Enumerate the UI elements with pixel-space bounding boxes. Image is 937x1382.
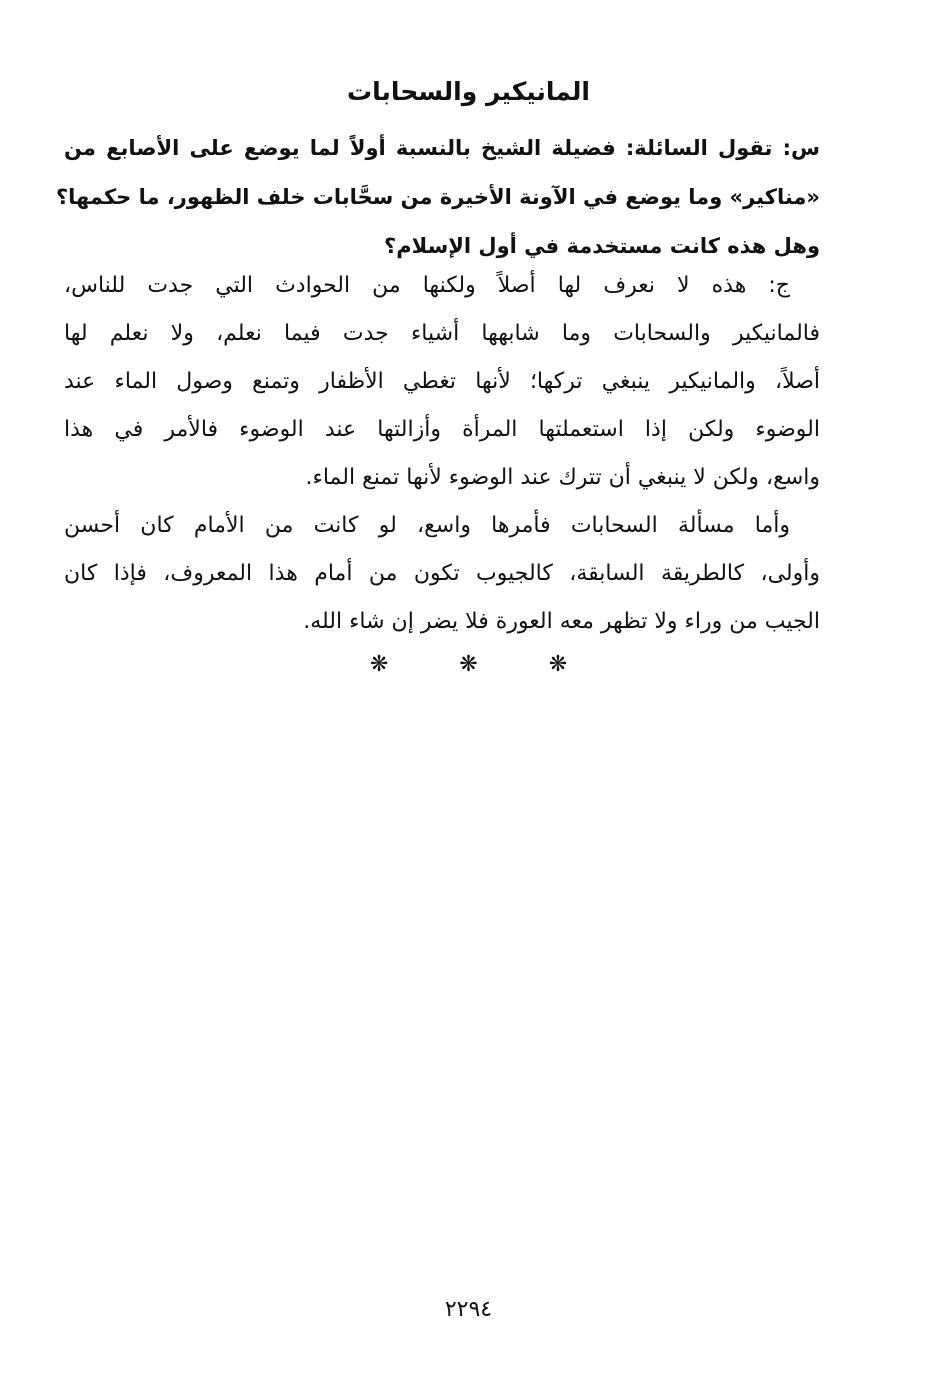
question-paragraph xyxy=(55,124,820,271)
answer-line: أصلاً، والمانيكير ينبغي تركها؛ لأنها تغطي الأظفار وتمنع وصول الماء عند xyxy=(64,369,820,394)
answer-line: ج: هذه لا نعرف لها أصلاً ولكنها من الحوادث التي جدت للناس، xyxy=(64,273,790,298)
answer-line: الجيب من وراء ولا تظهر معه العورة فلا يضر إن شاء الله. xyxy=(303,609,820,634)
question-line: «مناكير» وما يوضع في الآونة الأخيرة من سحَّابات خلف الظهور، ما حكمها؟ xyxy=(55,185,820,209)
asterism-icon: ❋ xyxy=(369,652,389,677)
answer-line: وأولى، كالطريقة السابقة، كالجيوب تكون من أمام هذا المعروف، فإذا كان xyxy=(64,561,820,586)
question-line: وهل هذه كانت مستخدمة في أول الإسلام؟ xyxy=(384,234,820,258)
asterism-icon: ❋ xyxy=(548,652,568,677)
answer-paragraph xyxy=(64,262,820,646)
answer-line: واسع، ولكن لا ينبغي أن تترك عند الوضوء لأنها تمنع الماء. xyxy=(305,465,820,490)
section-separator xyxy=(0,650,937,680)
question-line: س: تقول السائلة: فضيلة الشيخ بالنسبة أولاً لما يوضع على الأصابع من xyxy=(64,136,820,160)
answer-line: وأما مسألة السحابات فأمرها واسع، لو كانت من الأمام كان أحسن xyxy=(64,513,790,538)
section-title: المانيكير والسحابات xyxy=(347,77,590,106)
page-number: ٢٢٩٤ xyxy=(444,1297,493,1322)
asterism-icon: ❋ xyxy=(459,652,478,677)
answer-line: الوضوء ولكن إذا استعملتها المرأة وأزالتها عند الوضوء فالأمر في هذا xyxy=(64,417,820,442)
answer-line: فالمانيكير والسحابات وما شابهها أشياء جدت فيما نعلم، ولا نعلم لها xyxy=(64,321,820,346)
